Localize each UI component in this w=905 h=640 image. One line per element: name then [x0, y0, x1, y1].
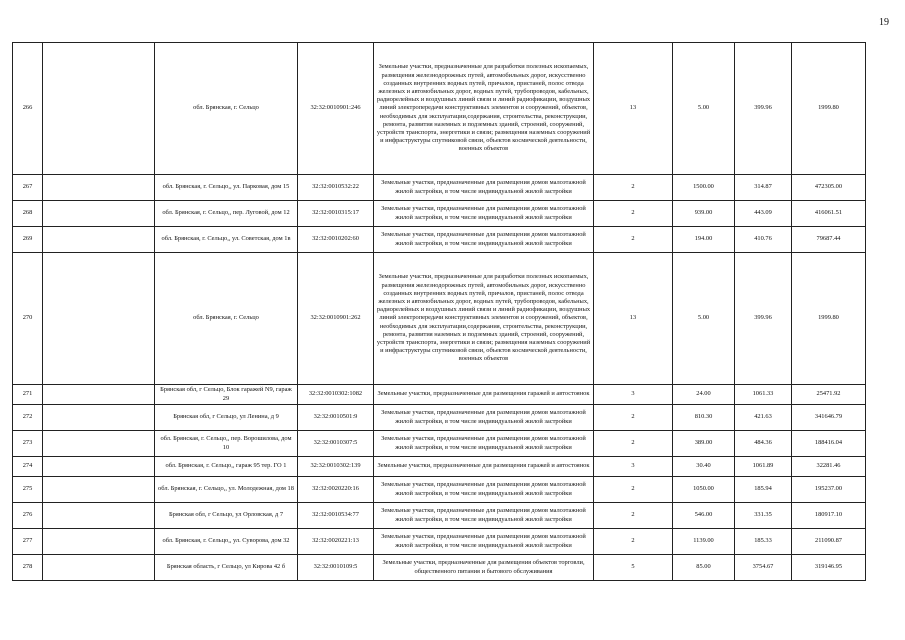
table-row: [13, 431, 866, 457]
address-cell: Брянская обл, г Сельцо, ул Орловская, д 7: [155, 503, 298, 529]
table-row: [13, 529, 866, 555]
address-cell: обл. Брянская, г. Сельцо,, пер. Ворошилова, дом 10: [155, 431, 298, 457]
specific-value-cell: 484.36: [735, 431, 792, 457]
address-cell: обл. Брянская, г. Сельцо,, гараж 95 тер. ГО 1: [155, 457, 298, 477]
specific-value-cell: 1061.89: [735, 457, 792, 477]
group-code-cell: 2: [594, 477, 673, 503]
group-code-cell: 3: [594, 457, 673, 477]
blank-cell: [43, 477, 155, 503]
cadastral-number-cell: 32:32:0020220:16: [298, 477, 374, 503]
cadastral-number-cell: 32:32:0010501:9: [298, 405, 374, 431]
blank-cell: [43, 555, 155, 581]
land-use-purpose-cell: Земельные участки, предназначенные для размещения домов малоэтажной жилой застройки, в том числе индивидуальной жилой застройки: [374, 405, 594, 431]
specific-value-cell: 1061.33: [735, 385, 792, 405]
land-use-purpose-cell: Земельные участки, предназначенные для размещения гаражей и автостоянок: [374, 385, 594, 405]
cadastral-number-cell: 32:32:0010532:22: [298, 175, 374, 201]
row-number: 268: [13, 201, 43, 227]
cadastral-value-cell: 341646.79: [792, 405, 866, 431]
area-cell: 85.00: [673, 555, 735, 581]
blank-cell: [43, 201, 155, 227]
area-cell: 194.00: [673, 227, 735, 253]
table-row: [13, 43, 866, 175]
table-row: [13, 503, 866, 529]
address-cell: Брянская обл, г Сельцо, ул Ленина, д 9: [155, 405, 298, 431]
table-row: [13, 253, 866, 385]
address-cell: обл. Брянская, г. Сельцо: [155, 43, 298, 175]
land-use-purpose-cell: Земельные участки, предназначенные для размещения домов малоэтажной жилой застройки, в том числе индивидуальной жилой застройки: [374, 227, 594, 253]
cadastral-value-cell: 319146.95: [792, 555, 866, 581]
table-row: [13, 477, 866, 503]
area-cell: 546.00: [673, 503, 735, 529]
land-use-purpose-cell: Земельные участки, предназначенные для размещения домов малоэтажной жилой застройки, в том числе индивидуальной жилой застройки: [374, 503, 594, 529]
area-cell: 939.00: [673, 201, 735, 227]
blank-cell: [43, 43, 155, 175]
cadastral-number-cell: 32:32:0010307:5: [298, 431, 374, 457]
group-code-cell: 2: [594, 529, 673, 555]
area-cell: 24.00: [673, 385, 735, 405]
cadastral-value-cell: 472305.00: [792, 175, 866, 201]
blank-cell: [43, 385, 155, 405]
table-row: [13, 175, 866, 201]
group-code-cell: 2: [594, 503, 673, 529]
address-cell: обл. Брянская, г. Сельцо,, ул. Советская, дом 1в: [155, 227, 298, 253]
blank-cell: [43, 405, 155, 431]
group-code-cell: 3: [594, 385, 673, 405]
area-cell: 1050.00: [673, 477, 735, 503]
row-number: 269: [13, 227, 43, 253]
land-use-purpose-cell: Земельные участки, предназначенные для размещения гаражей и автостоянок: [374, 457, 594, 477]
cadastral-number-cell: 32:32:0010901:262: [298, 253, 374, 385]
cadastral-value-cell: 416061.51: [792, 201, 866, 227]
area-cell: 389.00: [673, 431, 735, 457]
group-code-cell: 13: [594, 43, 673, 175]
cadastral-value-cell: 180917.10: [792, 503, 866, 529]
table-row: [13, 227, 866, 253]
table-row: [13, 555, 866, 581]
table-row: [13, 457, 866, 477]
specific-value-cell: 185.94: [735, 477, 792, 503]
blank-cell: [43, 503, 155, 529]
cadastral-number-cell: 32:32:0020221:13: [298, 529, 374, 555]
row-number: 267: [13, 175, 43, 201]
table-row: [13, 405, 866, 431]
group-code-cell: 2: [594, 405, 673, 431]
group-code-cell: 2: [594, 201, 673, 227]
blank-cell: [43, 457, 155, 477]
area-cell: 5.00: [673, 253, 735, 385]
group-code-cell: 2: [594, 175, 673, 201]
row-number: 274: [13, 457, 43, 477]
address-cell: обл. Брянская, г. Сельцо,, пер. Луговой, дом 12: [155, 201, 298, 227]
cadastral-number-cell: 32:32:0010302:139: [298, 457, 374, 477]
blank-cell: [43, 227, 155, 253]
address-cell: Брянская обл, г Сельцо, Блок гаражей N9, гараж 29: [155, 385, 298, 405]
cadastral-value-cell: 211090.87: [792, 529, 866, 555]
row-number: 272: [13, 405, 43, 431]
specific-value-cell: 399.96: [735, 43, 792, 175]
page-number: 19: [879, 17, 889, 28]
cadastral-value-cell: 188416.04: [792, 431, 866, 457]
land-use-purpose-cell: Земельные участки, предназначенные для размещения домов малоэтажной жилой застройки, в том числе индивидуальной жилой застройки: [374, 175, 594, 201]
row-number: 266: [13, 43, 43, 175]
group-code-cell: 2: [594, 431, 673, 457]
blank-cell: [43, 529, 155, 555]
area-cell: 5.00: [673, 43, 735, 175]
address-cell: обл. Брянская, г. Сельцо,, ул. Суворова, дом 32: [155, 529, 298, 555]
specific-value-cell: 185.33: [735, 529, 792, 555]
land-parcels-table: [12, 42, 866, 581]
row-number: 276: [13, 503, 43, 529]
specific-value-cell: 443.09: [735, 201, 792, 227]
row-number: 277: [13, 529, 43, 555]
land-use-purpose-cell: Земельные участки, предназначенные для размещения объектов торговли, общественного питания и бытового обслуживания: [374, 555, 594, 581]
row-number: 278: [13, 555, 43, 581]
address-cell: обл. Брянская, г. Сельцо: [155, 253, 298, 385]
row-number: 275: [13, 477, 43, 503]
row-number: 273: [13, 431, 43, 457]
land-use-purpose-cell: Земельные участки, предназначенные для разработки полезных ископаемых, размещения железнодорожных путей, автомобильных дорог, искусственно созданных внутренних водных путей, причалов, пристаней, полос отвода железных и автомобильных дорог, водных путей, трубопроводов, кабельных, радиорелейных и воздушных линий связи и линий радиофикации, воздушных линий электропередачи конструктивных элементов и сооружений, объектов, необходимых для эксплуатации,содержания, строительства, реконструкции, ремонта, развития наземных и подземных зданий, строений, сооружений, устройств транспорта, энергетики и связи; размещения наземных сооружений и инфраструктуры спутниковой связи, объектов космической деятельности, военных объектов: [374, 43, 594, 175]
cadastral-value-cell: 1999.80: [792, 253, 866, 385]
blank-cell: [43, 253, 155, 385]
land-use-purpose-cell: Земельные участки, предназначенные для размещения домов малоэтажной жилой застройки, в том числе индивидуальной жилой застройки: [374, 431, 594, 457]
cadastral-value-cell: 79687.44: [792, 227, 866, 253]
cadastral-number-cell: 32:32:0010315:17: [298, 201, 374, 227]
specific-value-cell: 331.35: [735, 503, 792, 529]
group-code-cell: 5: [594, 555, 673, 581]
cadastral-number-cell: 32:32:0010109:5: [298, 555, 374, 581]
area-cell: 30.40: [673, 457, 735, 477]
blank-cell: [43, 175, 155, 201]
land-use-purpose-cell: Земельные участки, предназначенные для размещения домов малоэтажной жилой застройки, в том числе индивидуальной жилой застройки: [374, 201, 594, 227]
row-number: 270: [13, 253, 43, 385]
table-row: [13, 385, 866, 405]
area-cell: 1500.00: [673, 175, 735, 201]
address-cell: Брянская область, г Сельцо, ул Кирова 42 б: [155, 555, 298, 581]
address-cell: обл. Брянская, г. Сельцо,, ул. Парковая, дом 15: [155, 175, 298, 201]
land-use-purpose-cell: Земельные участки, предназначенные для размещения домов малоэтажной жилой застройки, в том числе индивидуальной жилой застройки: [374, 477, 594, 503]
specific-value-cell: 399.96: [735, 253, 792, 385]
specific-value-cell: 3754.67: [735, 555, 792, 581]
address-cell: обл. Брянская, г. Сельцо,, ул. Молодежная, дом 18: [155, 477, 298, 503]
cadastral-number-cell: 32:32:0010534:77: [298, 503, 374, 529]
cadastral-number-cell: 32:32:0010302:1082: [298, 385, 374, 405]
area-cell: 810.30: [673, 405, 735, 431]
land-use-purpose-cell: Земельные участки, предназначенные для размещения домов малоэтажной жилой застройки, в том числе индивидуальной жилой застройки: [374, 529, 594, 555]
blank-cell: [43, 431, 155, 457]
cadastral-value-cell: 195237.00: [792, 477, 866, 503]
area-cell: 1139.00: [673, 529, 735, 555]
cadastral-number-cell: 32:32:0010901:246: [298, 43, 374, 175]
row-number: 271: [13, 385, 43, 405]
group-code-cell: 2: [594, 227, 673, 253]
specific-value-cell: 410.76: [735, 227, 792, 253]
cadastral-number-cell: 32:32:0010202:60: [298, 227, 374, 253]
cadastral-value-cell: 32281.46: [792, 457, 866, 477]
specific-value-cell: 421.63: [735, 405, 792, 431]
specific-value-cell: 314.87: [735, 175, 792, 201]
land-use-purpose-cell: Земельные участки, предназначенные для разработки полезных ископаемых, размещения железнодорожных путей, автомобильных дорог, искусственно созданных внутренних водных путей, причалов, пристаней, полос отвода железных и автомобильных дорог, водных путей, трубопроводов, кабельных, радиорелейных и воздушных линий связи и линий радиофикации, воздушных линий электропередачи конструктивных элементов и сооружений, объектов, необходимых для эксплуатации,содержания, строительства, реконструкции, ремонта, развития наземных и подземных зданий, строений, сооружений, устройств транспорта, энергетики и связи; размещения наземных сооружений и инфраструктуры спутниковой связи, объектов космической деятельности, военных объектов: [374, 253, 594, 385]
table-row: [13, 201, 866, 227]
cadastral-value-cell: 1999.80: [792, 43, 866, 175]
group-code-cell: 13: [594, 253, 673, 385]
cadastral-value-cell: 25471.92: [792, 385, 866, 405]
